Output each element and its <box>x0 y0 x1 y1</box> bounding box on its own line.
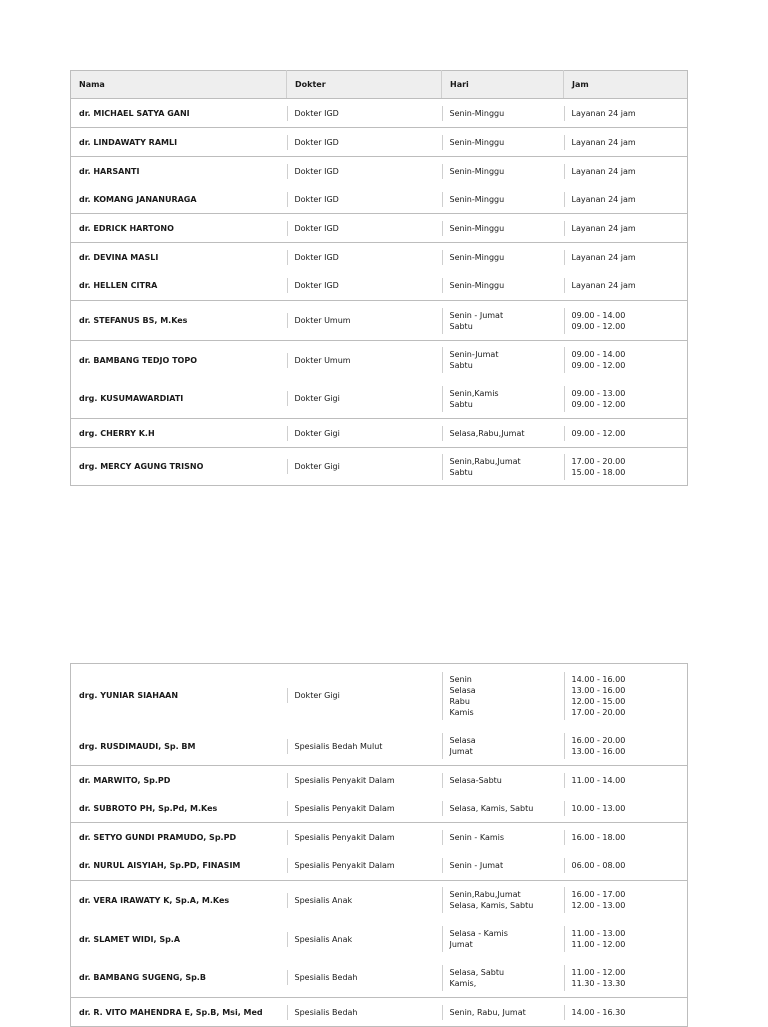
doctor-type-cell <box>287 920 442 959</box>
doctor-name: drg. RUSDIMAUDI, Sp. BM <box>79 741 196 751</box>
doctor-type: Dokter IGD <box>287 106 442 121</box>
schedule-days-cell <box>442 664 564 728</box>
schedule-days-cell <box>442 998 564 1027</box>
doctor-type: Dokter Gigi <box>287 459 442 474</box>
schedule-hours: 16.00 - 20.00 13.00 - 16.00 <box>564 733 688 759</box>
doctor-type-cell <box>287 852 442 881</box>
doctor-type: Spesialis Penyakit Dalam <box>287 830 442 845</box>
schedule-days: Selasa-Sabtu <box>442 773 564 788</box>
doctor-name: dr. KOMANG JANANURAGA <box>79 194 197 204</box>
table-row <box>71 881 688 920</box>
schedule-hours-cell <box>564 419 688 448</box>
doctor-type-cell <box>287 766 442 795</box>
doctor-name: drg. YUNIAR SIAHAAN <box>71 664 287 728</box>
header-dokter: Dokter <box>287 71 442 99</box>
schedule-days: Senin,Rabu,Jumat Sabtu <box>442 454 564 480</box>
header-row <box>71 71 688 99</box>
table-row <box>71 959 688 998</box>
schedule-hours-cell <box>564 214 688 243</box>
doctor-type: Dokter Umum <box>287 353 442 368</box>
schedule-hours-cell <box>564 186 688 214</box>
doctor-type-cell <box>287 186 442 214</box>
schedule-days-cell <box>442 852 564 881</box>
doctor-type: Dokter IGD <box>287 278 442 293</box>
doctor-type-cell <box>287 214 442 243</box>
doctor-type-cell <box>287 881 442 920</box>
doctor-type-cell <box>287 998 442 1027</box>
table-row <box>71 128 688 157</box>
schedule-hours-cell <box>564 157 688 186</box>
schedule-hours-cell <box>564 920 688 959</box>
schedule-days: Senin - Jumat <box>442 858 564 873</box>
schedule-days: Senin - Kamis <box>442 830 564 845</box>
schedule-hours: 11.00 - 13.00 11.00 - 12.00 <box>564 926 688 952</box>
schedule-hours: 10.00 - 13.00 <box>564 801 688 816</box>
schedule-hours-cell <box>564 99 688 128</box>
doctor-name: dr. NURUL AISYIAH, Sp.PD, FINASIM <box>79 861 241 871</box>
doctor-type-cell <box>287 243 442 272</box>
schedule-hours: 11.00 - 12.00 11.30 - 13.30 <box>564 965 688 991</box>
doctor-name: drg. CHERRY K.H <box>71 419 287 448</box>
doctor-name: dr. HELLEN CITRA <box>79 281 158 291</box>
header-nama: Nama <box>71 71 287 99</box>
doctor-type-cell <box>287 795 442 823</box>
doctor-name: dr. LINDAWATY RAMLI <box>71 128 287 157</box>
schedule-hours-cell <box>564 998 688 1027</box>
doctor-type: Spesialis Anak <box>287 893 442 908</box>
table-row <box>71 920 688 959</box>
schedule-days-cell <box>442 128 564 157</box>
table-row <box>71 448 688 486</box>
schedule-hours: 16.00 - 17.00 12.00 - 13.00 <box>564 887 688 913</box>
schedule-days: Selasa - Kamis Jumat <box>442 926 564 952</box>
schedule-hours-cell <box>564 243 688 272</box>
schedule-days-cell <box>442 959 564 998</box>
schedule-days-cell <box>442 272 564 301</box>
schedule-days-cell <box>442 766 564 795</box>
schedule-hours-cell <box>564 823 688 852</box>
table-row <box>71 664 688 728</box>
doctor-name: dr. VERA IRAWATY K, Sp.A, M.Kes <box>71 881 287 920</box>
doctor-type-cell <box>287 728 442 766</box>
schedule-days-cell <box>442 243 564 272</box>
doctor-type: Spesialis Anak <box>287 932 442 947</box>
schedule-days-cell <box>442 448 564 486</box>
schedule-days-cell <box>442 214 564 243</box>
schedule-days-cell <box>442 920 564 959</box>
schedule-hours-cell <box>564 795 688 823</box>
doctor-type: Dokter Gigi <box>287 426 442 441</box>
doctor-type: Spesialis Penyakit Dalam <box>287 858 442 873</box>
doctor-name: dr. BAMBANG SUGENG, Sp.B <box>79 973 206 983</box>
schedule-hours-cell <box>564 728 688 766</box>
schedule-hours: 06.00 - 08.00 <box>564 858 688 873</box>
schedule-days: Senin-Minggu <box>442 278 564 293</box>
doctor-type: Spesialis Bedah <box>287 970 442 985</box>
schedule-hours-cell <box>564 448 688 486</box>
schedule-days: Senin-Minggu <box>442 135 564 150</box>
doctor-type-cell <box>287 380 442 419</box>
table-row <box>71 852 688 881</box>
doctor-type: Dokter Gigi <box>287 391 442 406</box>
doctor-type: Spesialis Penyakit Dalam <box>287 773 442 788</box>
doctor-type: Dokter IGD <box>287 221 442 236</box>
schedule-days: Senin-Minggu <box>442 192 564 207</box>
schedule-days-cell <box>442 419 564 448</box>
schedule-days-cell <box>442 341 564 380</box>
schedule-hours-cell <box>564 664 688 728</box>
schedule-days: Selasa, Kamis, Sabtu <box>442 801 564 816</box>
doctor-name: dr. STEFANUS BS, M.Kes <box>71 301 287 341</box>
doctor-name: drg. KUSUMAWARDIATI <box>79 394 184 404</box>
table-row <box>71 823 688 852</box>
schedule-days: Selasa Jumat <box>442 733 564 759</box>
schedule-days-cell <box>442 795 564 823</box>
schedule-hours: Layanan 24 jam <box>564 221 688 236</box>
doctor-type: Dokter IGD <box>287 135 442 150</box>
schedule-hours-cell <box>564 959 688 998</box>
table-row <box>71 419 688 448</box>
schedule-days: Selasa, Sabtu Kamis, <box>442 965 564 991</box>
schedule-hours: 14.00 - 16.30 <box>564 1005 688 1020</box>
table-row <box>71 766 688 795</box>
schedule-hours: 09.00 - 14.00 09.00 - 12.00 <box>564 347 688 373</box>
header-jam: Jam <box>564 71 688 99</box>
doctor-type: Dokter IGD <box>287 192 442 207</box>
table-row <box>71 341 688 380</box>
table-row <box>71 99 688 128</box>
doctor-type: Dokter Umum <box>287 313 442 328</box>
doctor-type-cell <box>287 823 442 852</box>
schedule-hours-cell <box>564 766 688 795</box>
schedule-days-cell <box>442 380 564 419</box>
doctor-type-cell <box>287 301 442 341</box>
doctor-name: dr. SETYO GUNDI PRAMUDO, Sp.PD <box>71 823 287 852</box>
schedule-hours: 09.00 - 13.00 09.00 - 12.00 <box>564 386 688 412</box>
table-row <box>71 272 688 301</box>
schedule-table-2 <box>70 663 688 1027</box>
schedule-days: Senin,Kamis Sabtu <box>442 386 564 412</box>
doctor-name: dr. SLAMET WIDI, Sp.A <box>79 934 181 944</box>
schedule-days: Senin - Jumat Sabtu <box>442 308 564 334</box>
table-row <box>71 186 688 214</box>
doctor-type-cell <box>287 664 442 728</box>
schedule-hours-cell <box>564 341 688 380</box>
doctor-type-cell <box>287 157 442 186</box>
schedule-hours: Layanan 24 jam <box>564 106 688 121</box>
doctor-name: drg. MERCY AGUNG TRISNO <box>71 448 287 486</box>
schedule-days-cell <box>442 301 564 341</box>
schedule-days: Senin-Minggu <box>442 221 564 236</box>
schedule-hours: Layanan 24 jam <box>564 250 688 265</box>
schedule-days: Senin-Minggu <box>442 106 564 121</box>
table-row <box>71 380 688 419</box>
schedule-days: Senin, Rabu, Jumat <box>442 1005 564 1020</box>
schedule-days: Selasa,Rabu,Jumat <box>442 426 564 441</box>
schedule-hours: 14.00 - 16.00 13.00 - 16.00 12.00 - 15.00 17.00 - 20.00 <box>564 672 688 720</box>
table-row <box>71 795 688 823</box>
schedule-hours: 17.00 - 20.00 15.00 - 18.00 <box>564 454 688 480</box>
schedule-days-cell <box>442 99 564 128</box>
doctor-type: Spesialis Bedah <box>287 1005 442 1020</box>
schedule-days: Senin-Jumat Sabtu <box>442 347 564 373</box>
doctor-name: dr. MARWITO, Sp.PD <box>71 766 287 795</box>
doctor-type: Dokter IGD <box>287 250 442 265</box>
doctor-type-cell <box>287 99 442 128</box>
schedule-hours: 11.00 - 14.00 <box>564 773 688 788</box>
schedule-table-1 <box>70 70 688 486</box>
doctor-name: dr. R. VITO MAHENDRA E, Sp.B, Msi, Med <box>71 998 287 1027</box>
table-row <box>71 301 688 341</box>
table-row <box>71 998 688 1027</box>
table-row <box>71 214 688 243</box>
schedule-hours-cell <box>564 852 688 881</box>
doctor-name: dr. EDRICK HARTONO <box>71 214 287 243</box>
schedule-hours: Layanan 24 jam <box>564 135 688 150</box>
schedule-hours-cell <box>564 301 688 341</box>
doctor-name: dr. SUBROTO PH, Sp.Pd, M.Kes <box>79 803 218 813</box>
schedule-days: Senin Selasa Rabu Kamis <box>442 672 564 720</box>
doctor-name: dr. HARSANTI <box>71 157 287 186</box>
schedule-days: Senin-Minggu <box>442 250 564 265</box>
doctor-type: Spesialis Penyakit Dalam <box>287 801 442 816</box>
doctor-type: Dokter Gigi <box>287 688 442 703</box>
schedule-days-cell <box>442 186 564 214</box>
schedule-days-cell <box>442 157 564 186</box>
table-row <box>71 728 688 766</box>
doctor-type-cell <box>287 419 442 448</box>
doctor-type: Spesialis Bedah Mulut <box>287 739 442 754</box>
schedule-hours-cell <box>564 272 688 301</box>
table-row <box>71 243 688 272</box>
schedule-hours: Layanan 24 jam <box>564 278 688 293</box>
schedule-hours-cell <box>564 380 688 419</box>
schedule-hours: Layanan 24 jam <box>564 164 688 179</box>
doctor-type-cell <box>287 272 442 301</box>
schedule-days: Senin-Minggu <box>442 164 564 179</box>
header-hari: Hari <box>442 71 564 99</box>
schedule-days-cell <box>442 823 564 852</box>
doctor-type-cell <box>287 959 442 998</box>
table-row <box>71 157 688 186</box>
doctor-name: dr. MICHAEL SATYA GANI <box>71 99 287 128</box>
schedule-hours: 16.00 - 18.00 <box>564 830 688 845</box>
doctor-type-cell <box>287 448 442 486</box>
schedule-hours-cell <box>564 128 688 157</box>
doctor-type-cell <box>287 341 442 380</box>
schedule-hours: 09.00 - 12.00 <box>564 426 688 441</box>
schedule-days: Senin,Rabu,Jumat Selasa, Kamis, Sabtu <box>442 887 564 913</box>
schedule-hours: 09.00 - 14.00 09.00 - 12.00 <box>564 308 688 334</box>
doctor-name: dr. DEVINA MASLI <box>71 243 287 272</box>
doctor-name: dr. BAMBANG TEDJO TOPO <box>71 341 287 380</box>
doctor-type: Dokter IGD <box>287 164 442 179</box>
doctor-type-cell <box>287 128 442 157</box>
schedule-days-cell <box>442 728 564 766</box>
schedule-hours-cell <box>564 881 688 920</box>
schedule-days-cell <box>442 881 564 920</box>
schedule-hours: Layanan 24 jam <box>564 192 688 207</box>
